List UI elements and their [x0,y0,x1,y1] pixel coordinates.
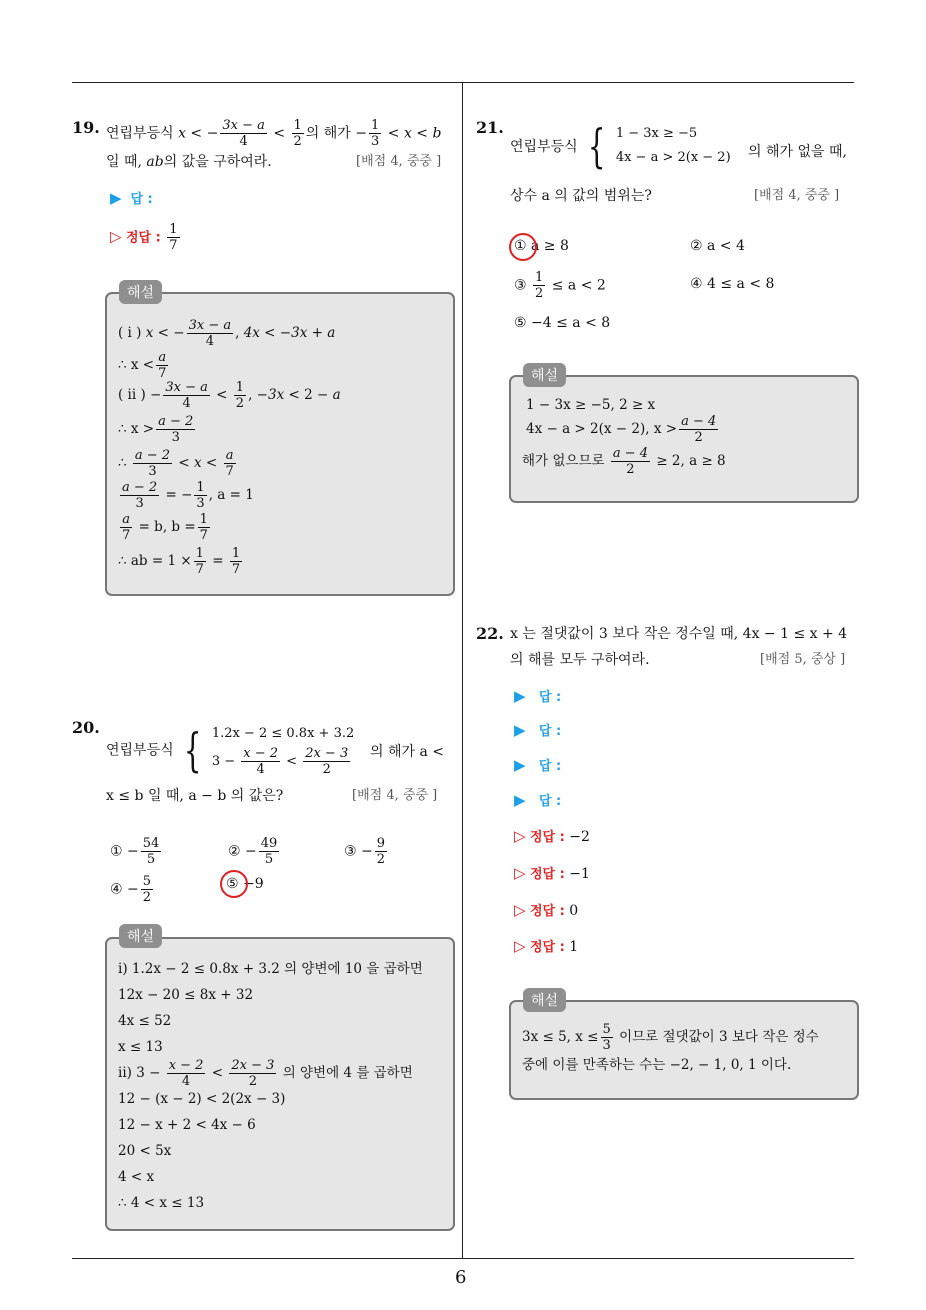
q22-answer-1: ▶ 답 : [514,687,562,705]
q20-sol-line10: ∴ 4 < x ≤ 13 [118,1195,205,1211]
play-icon: ▶ [514,687,526,705]
q20-choice-3[interactable]: ③ − $\frac{9}{2}$ [344,836,386,867]
q19-line2: 일 때, ab의 값을 구하여라. [106,154,272,170]
q22-answer-4: ▶ 답 : [514,791,562,809]
q22-sol-line2: 중에 이를 만족하는 수는 −2, − 1, 0, 1 이다. [522,1057,792,1073]
q22-correct-2: ▷ 정답 : −1 [514,864,590,882]
q19-sol-line6: $\frac{a - 2}{3}$ = − $\frac{1}{3}$ , a = 1 [122,480,254,511]
triangle-outline-icon: ▷ [514,864,526,882]
q19-tag: [배점 4, 중중 ] [356,154,442,169]
selected-answer-mark [220,870,248,898]
q20-sol-line9: 4 < x [118,1169,155,1185]
q19-sol-line5: ∴ $\frac{a - 2}{3}$ < x < $\frac{a}{7}$ [118,448,234,479]
column-divider [462,82,463,1259]
triangle-outline-icon: ▷ [514,827,526,845]
triangle-outline-icon: ▷ [514,937,526,955]
question-number-21: 21. [476,118,504,137]
q21-sol-line3: 해가 없으므로 $\frac{a - 4}{2}$ ≥ 2, a ≥ 8 [522,446,726,477]
q22-line2: 의 해를 모두 구하여라. [510,652,650,668]
q19-sol-line7: $\frac{a}{7}$ = b, b = $\frac{1}{7}$ [122,512,208,543]
q22-answer-2: ▶ 답 : [514,721,562,739]
q20-sol-line1: i) 1.2x − 2 ≤ 0.8x + 3.2 의 양변에 10 을 곱하면 [118,961,423,977]
q21-line1b: 의 해가 없을 때, [748,144,847,160]
q20-sol-line6: 12 − (x − 2) < 2(2x − 3) [118,1091,286,1107]
q20-sol-line8: 20 < 5x [118,1143,172,1159]
question-number-20: 20. [72,718,100,737]
triangle-outline-icon: ▷ [110,227,122,246]
q19-answer: ▶ 답 : [110,189,153,207]
q19-sol-line8: ∴ ab = 1 × $\frac{1}{7}$ = $\frac{1}{7}$ [118,546,241,577]
q20-sol-line2: 12x − 20 ≤ 8x + 32 [118,987,254,1003]
q20-sol-line5: ii) 3 − $\frac{x - 2}{4}$ < $\frac{2x - 3}{2}$ 의 양변에 4 를 곱하면 [118,1058,413,1089]
q20-choice-2[interactable]: ② − $\frac{49}{5}$ [228,836,278,867]
q22-line1: x 는 절댓값이 3 보다 작은 정수일 때, 4x − 1 ≤ x + 4 [510,626,848,642]
play-icon: ▶ [514,721,526,739]
q20-line2: x ≤ b 일 때, a − b 의 값은? [106,788,284,804]
bottom-rule [72,1258,854,1259]
q21-sol-line2: 4x − a > 2(x − 2), x > $\frac{a - 4}{2}$ [526,414,717,445]
q19-solution-label: 해설 [119,280,162,304]
q22-solution-label: 해설 [523,988,566,1012]
play-icon: ▶ [514,791,526,809]
q21-line1: 연립부등식 { 1 − 3x ≥ −5 4x − a > 2(x − 2) [510,119,731,173]
q21-choice-2[interactable]: ② a < 4 [690,238,745,254]
q20-sol-line3: 4x ≤ 52 [118,1013,172,1029]
q19-correct: ▷ 정답 : $\frac{1}{7}$ [110,222,178,253]
q21-choice-3[interactable]: ③ $\frac{1}{2}$ ≤ a < 2 [514,270,606,301]
q21-choice-5[interactable]: ⑤ −4 ≤ a < 8 [514,315,611,331]
q22-correct-3: ▷ 정답 : 0 [514,901,579,919]
q20-tag: [배점 4, 중중 ] [352,788,438,803]
q21-solution-label: 해설 [523,363,566,387]
q20-solution-label: 해설 [119,924,162,948]
q22-correct-4: ▷ 정답 : 1 [514,937,579,955]
q19-sol-line1: ( i ) x < − $\frac{3x - a}{4}$ , 4x < −3x + a [118,318,336,349]
top-rule [72,82,854,83]
q19-sol-line2: ∴ x < $\frac{a}{7}$ [118,350,167,381]
q21-line2: 상수 a 의 값의 범위는? [510,188,652,204]
play-icon: ▶ [110,189,122,207]
q19-sol-line3: ( ii ) − $\frac{3x - a}{4}$ < $\frac{1}{2}$ , −3x < 2 − a [118,380,341,411]
q20-sol-line4: x ≤ 13 [118,1039,163,1055]
triangle-outline-icon: ▷ [514,901,526,919]
q20-sol-line7: 12 − x + 2 < 4x − 6 [118,1117,256,1133]
q22-sol-line1: 3x ≤ 5, x ≤ $\frac{5}{3}$ 이므로 절댓값이 3 보다 작은 정수 [522,1022,819,1053]
q20-line1: 연립부등식 { 1.2x − 2 ≤ 0.8x + 3.2 3 − $\frac{x - 2}{4}$ < $\frac{2x - 3}{2}$ [106,722,355,777]
selected-answer-mark [509,233,537,261]
q20-choice-1[interactable]: ① − $\frac{54}{5}$ [110,836,160,867]
q22-tag: [배점 5, 중상 ] [760,652,846,667]
q21-tag: [배점 4, 중중 ] [754,188,840,203]
q21-sol-line1: 1 − 3x ≥ −5, 2 ≥ x [526,397,656,413]
play-icon: ▶ [514,756,526,774]
q20-choice-4[interactable]: ④ − $\frac{5}{2}$ [110,874,152,905]
q19-sol-line4: ∴ x > $\frac{a - 2}{3}$ [118,414,194,445]
q20-choice-5[interactable]: ⑤ −9 [226,876,264,892]
q21-choice-4[interactable]: ④ 4 ≤ a < 8 [690,276,775,292]
question-number-22: 22. [476,624,504,643]
page-number: 6 [455,1267,467,1288]
q20-line1b: 의 해가 a < [370,744,444,760]
q19-line1: 연립부등식 x < − $\frac{3x - a}{4}$ < $\frac{1}{2}$ 의 해가 − $\frac{1}{3}$ < x < b [106,118,442,149]
q22-answer-3: ▶ 답 : [514,756,562,774]
q21-choice-1[interactable]: ① a ≥ 8 [514,238,569,254]
question-number-19: 19. [72,118,100,137]
q22-correct-1: ▷ 정답 : −2 [514,827,590,845]
